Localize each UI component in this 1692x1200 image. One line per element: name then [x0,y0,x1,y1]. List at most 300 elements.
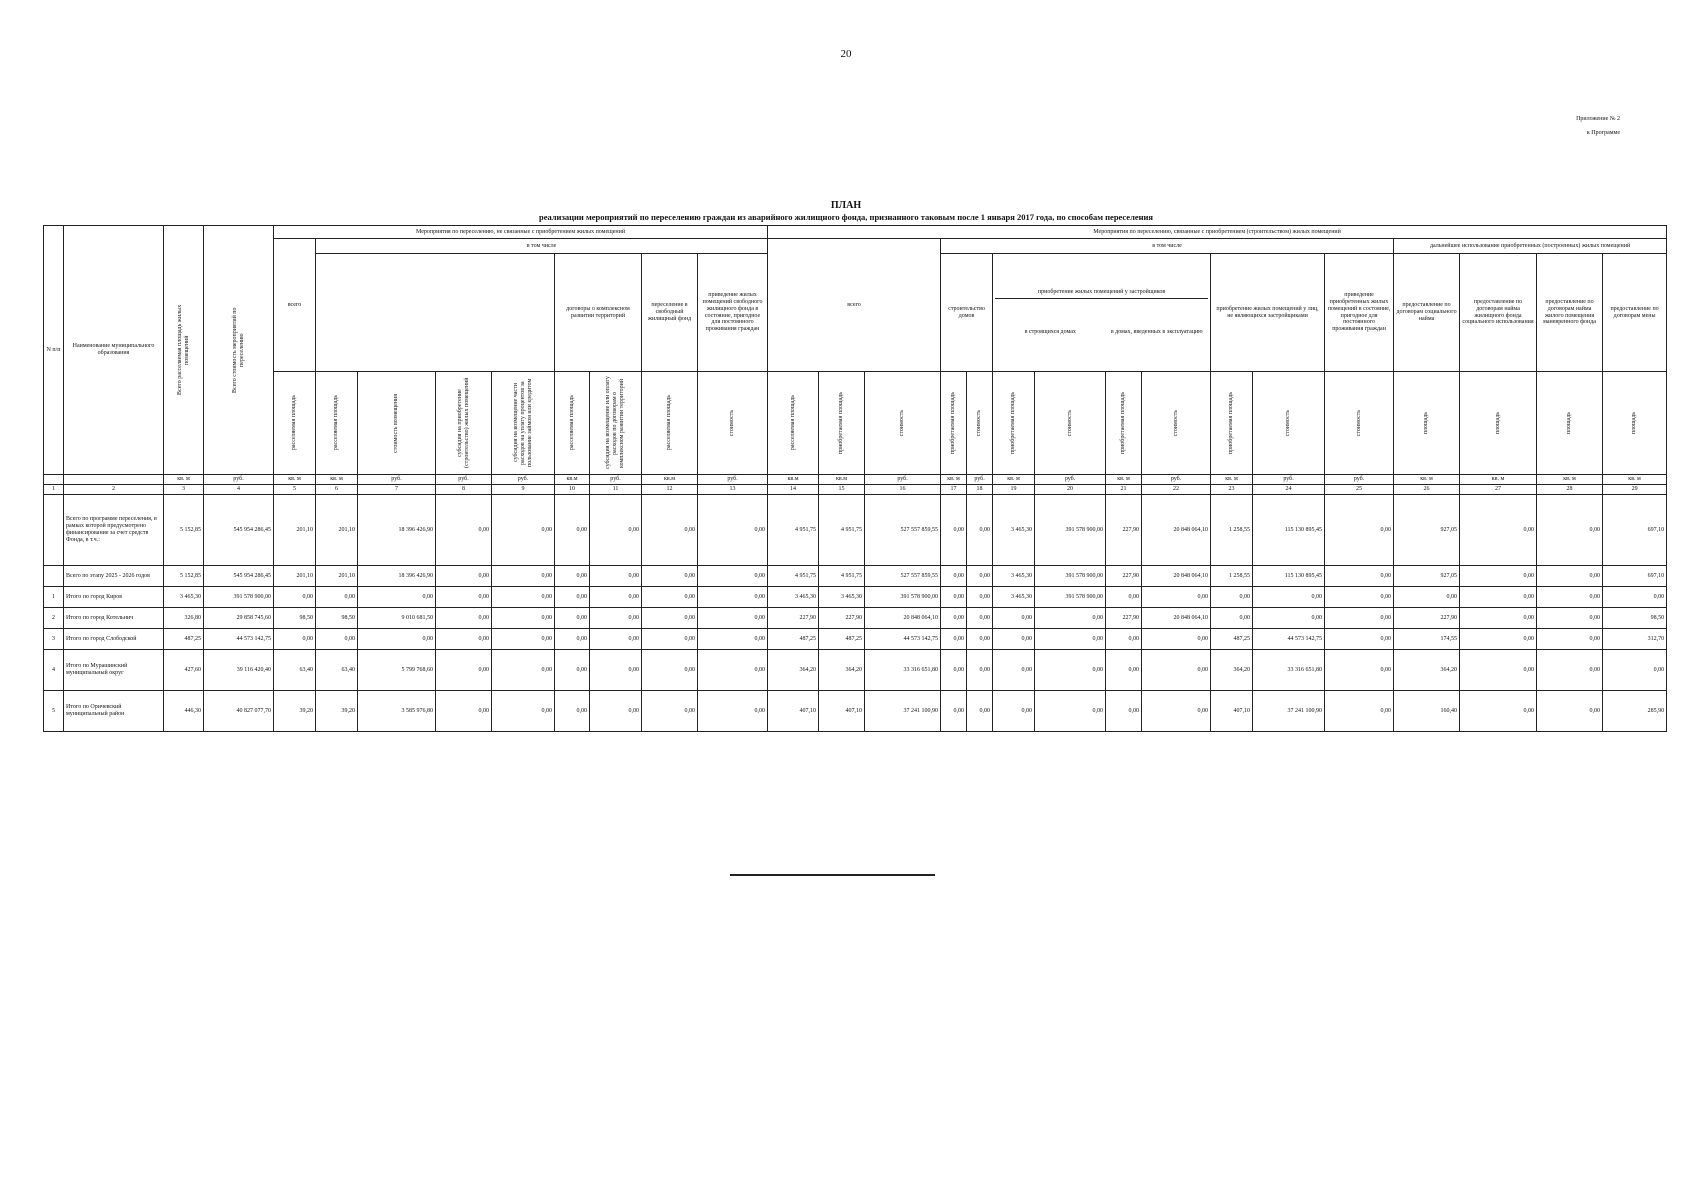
units-row-cell: руб. [1253,475,1325,485]
table-row [44,691,1667,732]
table-row-cell: 0,00 [436,629,492,650]
table-row-cell: 20 848 064,10 [1142,608,1211,629]
column-numbers-row-cell: 3 [164,485,204,495]
table-row-cell: 5 152,85 [164,495,204,566]
header-total-2: всего [768,239,941,372]
header-further-use: дальнейшее использование приобретенных (построенных) жилых помещений [1394,239,1667,254]
sub-col-8: субсидия на приобретение (строительство) жилых помещений [436,372,492,475]
sub-col-9: субсидия на возмещение части расходов на уплату процентов за пользование займом или кредитом [492,372,555,475]
table-row-cell: 4 951,75 [819,495,865,566]
units-row-cell: руб. [967,475,993,485]
column-numbers-row-cell: 24 [1253,485,1325,495]
table-row-cell: 697,10 [1603,566,1667,587]
table-row [44,629,1667,650]
column-numbers-row [44,485,1667,495]
table-row-cell: 407,10 [819,691,865,732]
table-row-cell: 0,00 [1460,691,1537,732]
column-numbers-row-cell: 11 [590,485,642,495]
column-numbers-row-cell: 16 [865,485,941,495]
table-row-cell: 4 951,75 [768,566,819,587]
table-row-cell: 0,00 [967,629,993,650]
table-row-cell: 4 951,75 [819,566,865,587]
table-row-cell: 0,00 [555,608,590,629]
table-row-cell: 0,00 [492,495,555,566]
table-row-cell: 227,90 [768,608,819,629]
table-row-cell: 0,00 [1460,587,1537,608]
table-row-cell: 0,00 [316,629,358,650]
units-row-cell: кв.м [768,475,819,485]
header-contracts: договоры о комплексном развитии территорий [555,254,642,372]
table-row-cell: Всего по программе переселения, в рамках которой предусмотрено финансирование за счет средств Фонда, в т.ч.: [64,495,164,566]
table-row-cell: 29 858 745,60 [204,608,274,629]
table-row-cell: 0,00 [1035,608,1106,629]
table-row-cell: 0,00 [1325,608,1394,629]
table-row-cell: 201,10 [274,566,316,587]
table-row-cell: 0,00 [698,587,768,608]
table-row-cell: 0,00 [436,691,492,732]
table-row-cell: 0,00 [1035,691,1106,732]
table-row-cell: 0,00 [642,691,698,732]
table-row-cell: 0,00 [1325,495,1394,566]
units-row-cell: кв.м [819,475,865,485]
table-row-cell: 0,00 [941,691,967,732]
table-row-cell: 0,00 [1460,608,1537,629]
table-row-cell: 0,00 [1394,587,1460,608]
table-row-cell: 0,00 [967,566,993,587]
table-row-cell: 3 585 976,80 [358,691,436,732]
table-row-cell: 0,00 [436,566,492,587]
sub-col-26: площадь [1394,372,1460,475]
table-row [44,495,1667,566]
table-row-cell: 487,25 [164,629,204,650]
table-row-cell: 0,00 [993,650,1035,691]
header-bring-free: приведение жилых помещений свободного жилищного фонда в состояние, пригодное для постоянного проживания граждан [698,254,768,372]
header-total: всего [274,239,316,372]
table-row-cell: 4 [44,650,64,691]
table-row-cell: 0,00 [698,629,768,650]
column-numbers-row-cell: 23 [1211,485,1253,495]
table-row-cell: 487,25 [1211,629,1253,650]
units-row-cell: кв. м [164,475,204,485]
table-row-cell: 37 241 100,90 [1253,691,1325,732]
header-n: N п/п [44,226,64,475]
table-row-cell: 44 573 142,75 [1253,629,1325,650]
header-total-cost: Всего стоимость мероприятий по переселению [204,226,274,475]
sub-col-10: расселяемая площадь [555,372,590,475]
column-numbers-row-cell: 13 [698,485,768,495]
header-social: предоставление по договорам социального найма [1394,254,1460,372]
table-row-cell: 201,10 [316,495,358,566]
table-row-cell: 3 465,30 [993,495,1035,566]
units-row-cell: кв. м [1394,475,1460,485]
table-row-cell: 0,00 [1603,650,1667,691]
table-row-cell: 0,00 [555,566,590,587]
table-row-cell: 0,00 [1537,495,1603,566]
table-row-cell: 0,00 [1325,650,1394,691]
table-row-cell: 391 578 900,00 [204,587,274,608]
table-row-cell: 0,00 [1211,608,1253,629]
table-row-cell: 98,50 [1603,608,1667,629]
column-numbers-row-cell: 15 [819,485,865,495]
units-row-cell: кв. м [1106,475,1142,485]
table-row-cell: 3 [44,629,64,650]
table-row-cell: 0,00 [274,629,316,650]
table-row-cell: 0,00 [1106,629,1142,650]
header-total-area: Всего расселяемая площадь жилых помещений [164,226,204,475]
table-row-cell: 98,50 [316,608,358,629]
sub-col-16: стоимость [865,372,941,475]
table-row-cell: 0,00 [967,691,993,732]
sub-col-29: площадь [1603,372,1667,475]
table-row-cell: 0,00 [967,587,993,608]
table-row-cell: 18 396 426,90 [358,495,436,566]
units-row-cell: руб. [590,475,642,485]
plan-subtitle: реализации мероприятий по переселению граждан из аварийного жилищного фонда, признанного таковым после 1 января 2017 года, по способам переселения [538,212,1154,222]
sub-col-7: стоимость возмещения [358,372,436,475]
column-numbers-row-cell: 22 [1142,485,1211,495]
table-row-cell: 0,00 [590,587,642,608]
table-row-cell: 0,00 [1211,587,1253,608]
table-row-cell: 0,00 [590,495,642,566]
table-row-cell: 0,00 [492,587,555,608]
table-row-cell: 487,25 [768,629,819,650]
table-row-cell: 174,55 [1394,629,1460,650]
table-row-cell: 160,40 [1394,691,1460,732]
units-row-cell: кв. м [1603,475,1667,485]
table-row-cell: 0,00 [590,566,642,587]
table-row-cell: 0,00 [555,495,590,566]
sub-col-6: расселяемая площадь [316,372,358,475]
appendix-note [1576,112,1620,140]
header-acq-persons: приобретение жилых помещений у лиц, не являющихся застройщиками [1211,254,1325,372]
table-row-cell: 0,00 [1106,691,1142,732]
table-row-cell: 227,90 [1106,566,1142,587]
table-row-cell: 44 573 142,75 [865,629,941,650]
table-row-cell: 0,00 [1537,608,1603,629]
table-row-cell: 312,70 [1603,629,1667,650]
table-row-cell: 0,00 [274,587,316,608]
table-row-cell: 0,00 [642,566,698,587]
table-row-cell: 227,90 [819,608,865,629]
table-row-cell: Итого по Оричевский муниципальный район [64,691,164,732]
table-row-cell: 527 557 859,55 [865,495,941,566]
column-numbers-row-cell: 4 [204,485,274,495]
header-in-building: в строящихся домах [1024,329,1076,335]
sub-col-23: приобретаемая площадь [1211,372,1253,475]
table-row-cell: 40 827 077,70 [204,691,274,732]
table-row-cell: 5 152,85 [164,566,204,587]
column-numbers-row-cell: 5 [274,485,316,495]
header-group-acquisition: Мероприятия по переселению, связанные с приобретением (строительством) жилых помещений [768,226,1667,239]
table-row-cell: 0,00 [1537,691,1603,732]
table-row-cell: 391 578 900,00 [865,587,941,608]
table-row-cell: 0,00 [1035,650,1106,691]
table-row-cell: 0,00 [698,495,768,566]
table-row-cell: 2 [44,608,64,629]
table-row-cell: 227,90 [1106,495,1142,566]
sub-col-17: приобретаемая площадь [941,372,967,475]
table-row-cell: 0,00 [358,629,436,650]
units-row-cell [64,475,164,485]
header-acq-dev-label: приобретение жилых помещений у застройщиков [995,289,1208,299]
table-row-cell: 3 465,30 [993,566,1035,587]
table-row-cell: 1 [44,587,64,608]
table-row-cell: 0,00 [642,629,698,650]
table-row-cell: 0,00 [492,650,555,691]
table-row-cell [44,566,64,587]
table-row-cell: 0,00 [1325,587,1394,608]
column-numbers-row-cell: 10 [555,485,590,495]
table-row-cell: 545 954 286,45 [204,495,274,566]
table-row-cell: 0,00 [1537,566,1603,587]
table-row-cell: 0,00 [1253,587,1325,608]
units-row-cell: руб. [1325,475,1394,485]
table-row-cell: Итого по Мурашинский муниципальный округ [64,650,164,691]
table-row-cell: 0,00 [1460,650,1537,691]
table-row-cell: 1 258,55 [1211,495,1253,566]
header-exchange: предоставление по договорам мены [1603,254,1667,372]
table-row-cell: 5 [44,691,64,732]
table-row-cell: 0,00 [642,608,698,629]
table-row-cell: 0,00 [1106,650,1142,691]
sub-col-5: расселяемая площадь [274,372,316,475]
table-row-cell: 0,00 [1325,566,1394,587]
table-row-cell: 0,00 [698,608,768,629]
table-row-cell: 0,00 [436,650,492,691]
sub-col-12: расселяемая площадь [642,372,698,475]
table-row-cell: 0,00 [1537,587,1603,608]
table-row-cell: 285,90 [1603,691,1667,732]
column-numbers-row-cell: 14 [768,485,819,495]
table-row-cell: 0,00 [1325,629,1394,650]
header-maneuver: предоставление по договорам найма жилого помещения маневренного фонда [1537,254,1603,372]
table-row-cell [44,495,64,566]
table-row-cell: 0,00 [1106,587,1142,608]
table-row-cell: 0,00 [1603,587,1667,608]
table-row-cell: 39,20 [316,691,358,732]
table-row-cell: 364,20 [1394,650,1460,691]
table-row-cell: 20 848 064,10 [865,608,941,629]
sub-col-11: субсидия на возмещение или оплату расходов по договорам о комплексном развитии территорий [590,372,642,475]
sub-col-19: приобретаемая площадь [993,372,1035,475]
header-social-fund: предоставление по договорам найма жилищного фонда социального использования [1460,254,1537,372]
table-row-cell: 364,20 [1211,650,1253,691]
table-row-cell: 115 130 895,45 [1253,495,1325,566]
table-row-cell: 0,00 [698,650,768,691]
header-bring-acquired: приведение приобретенных жилых помещений в состояние, пригодное для постоянного проживания граждан [1325,254,1394,372]
table-row-cell: 4 951,75 [768,495,819,566]
table-row-cell: 3 465,30 [164,587,204,608]
table-row-cell: 0,00 [555,691,590,732]
table-row-cell: 3 465,30 [993,587,1035,608]
table-row-cell: 63,40 [316,650,358,691]
table-row-cell: 545 954 286,45 [204,566,274,587]
table-row-cell: 201,10 [316,566,358,587]
table-row-cell: 0,00 [941,650,967,691]
table-row-cell: 487,25 [819,629,865,650]
table-row [44,650,1667,691]
table-row-cell: 0,00 [967,495,993,566]
table-row-cell: 364,20 [819,650,865,691]
sub-col-25: стоимость [1325,372,1394,475]
units-row-cell: руб. [865,475,941,485]
sub-col-18: стоимость [967,372,993,475]
sub-col-20: стоимость [1035,372,1106,475]
table-row-cell: 39,20 [274,691,316,732]
bottom-rule [730,874,935,876]
units-row-cell: руб. [698,475,768,485]
table-row-cell: 227,90 [1394,608,1460,629]
plan-table-body [44,475,1667,732]
table-row-cell: 33 316 651,80 [1253,650,1325,691]
table-row-cell: 20 848 064,10 [1142,566,1211,587]
table-row-cell: 407,10 [768,691,819,732]
table-row-cell: Итого по город Котельнич [64,608,164,629]
appendix-line-2: к Программе [1586,130,1620,136]
page-number: 20 [840,48,852,60]
table-row-cell: 0,00 [492,566,555,587]
column-numbers-row-cell: 19 [993,485,1035,495]
table-row-cell: 0,00 [316,587,358,608]
table-row-cell: 3 465,30 [819,587,865,608]
table-row [44,587,1667,608]
header-resettle-free: переселение в свободный жилищный фонд [642,254,698,372]
column-numbers-row-cell: 25 [1325,485,1394,495]
table-row-cell: 0,00 [941,587,967,608]
header-in-that: в том числе [316,239,768,254]
column-numbers-row-cell: 1 [44,485,64,495]
table-row-cell: Всего по этапу 2025 - 2026 годов [64,566,164,587]
table-row-cell: 0,00 [1142,691,1211,732]
appendix-line-1: Приложение № 2 [1576,116,1620,122]
table-row-cell: 201,10 [274,495,316,566]
units-row-cell: кв. м [316,475,358,485]
sub-col-22: стоимость [1142,372,1211,475]
table-row-cell: 0,00 [492,629,555,650]
table-row-cell: 33 316 651,80 [865,650,941,691]
table-row-cell: 227,90 [1106,608,1142,629]
table-row-cell: 9 010 681,50 [358,608,436,629]
sub-col-21: приобретаемая площадь [1106,372,1142,475]
table-row-cell: 0,00 [642,650,698,691]
table-row-cell: 0,00 [941,608,967,629]
header-name: Наименование муниципального образования [64,226,164,475]
table-row-cell: 0,00 [1460,629,1537,650]
table-row-cell: 1 258,55 [1211,566,1253,587]
table-row-cell: 326,80 [164,608,204,629]
table-row-cell: 0,00 [436,608,492,629]
table-row-cell: 20 848 064,10 [1142,495,1211,566]
sub-col-27: площадь [1460,372,1537,475]
header-blank [316,254,555,372]
units-row-cell: руб. [358,475,436,485]
table-row-cell: 0,00 [993,691,1035,732]
table-row-cell: 0,00 [1142,587,1211,608]
table-row-cell: 0,00 [492,691,555,732]
table-row-cell: 364,20 [768,650,819,691]
header-in-that-2: в том числе [941,239,1394,254]
table-row-cell: 0,00 [1253,608,1325,629]
table-row-cell: 0,00 [1325,691,1394,732]
column-numbers-row-cell: 28 [1537,485,1603,495]
table-row-cell: 0,00 [436,587,492,608]
units-row-cell: кв. м [1537,475,1603,485]
table-row-cell: 927,05 [1394,566,1460,587]
table-row-cell: 63,40 [274,650,316,691]
units-row-cell: кв. м [1460,475,1537,485]
units-row-cell: кв. м [1211,475,1253,485]
column-numbers-row-cell: 12 [642,485,698,495]
table-row-cell: Итого по город Киров [64,587,164,608]
table-row-cell: 3 465,30 [768,587,819,608]
units-row-cell [44,475,64,485]
sub-col-14: расселяемая площадь [768,372,819,475]
column-numbers-row-cell: 18 [967,485,993,495]
units-row-cell: руб. [1142,475,1211,485]
table-row-cell: 5 799 768,60 [358,650,436,691]
table-row-cell: 0,00 [993,608,1035,629]
table-row-cell: 0,00 [941,566,967,587]
table-row-cell: 44 573 142,75 [204,629,274,650]
table-row-cell: 0,00 [993,629,1035,650]
table-row-cell: 0,00 [941,495,967,566]
table-row-cell: 0,00 [1460,566,1537,587]
sub-col-28: площадь [1537,372,1603,475]
units-row-cell: кв. м [274,475,316,485]
table-row-cell: 527 557 859,55 [865,566,941,587]
table-row-cell: 0,00 [590,650,642,691]
table-row-cell: 697,10 [1603,495,1667,566]
column-numbers-row-cell: 7 [358,485,436,495]
table-row-cell: Итого по город Слободской [64,629,164,650]
header-acquisition-developers [993,254,1211,372]
table-row-cell: 0,00 [1142,650,1211,691]
table-row-cell: 0,00 [590,629,642,650]
units-row-cell: руб. [492,475,555,485]
table-row-cell: 0,00 [555,587,590,608]
table-row-cell: 427,60 [164,650,204,691]
table-row-cell: 98,50 [274,608,316,629]
table-row-cell: 927,05 [1394,495,1460,566]
table-row-cell: 0,00 [642,587,698,608]
table-row-cell: 0,00 [642,495,698,566]
header-construction: строительство домов [941,254,993,372]
column-numbers-row-cell: 20 [1035,485,1106,495]
units-row-cell: руб. [436,475,492,485]
column-numbers-row-cell: 9 [492,485,555,495]
table-row-cell: 0,00 [555,650,590,691]
units-row-cell: кв. м [941,475,967,485]
units-row-cell: кв. м [993,475,1035,485]
column-numbers-row-cell: 6 [316,485,358,495]
table-row-cell: 391 578 900,00 [1035,495,1106,566]
plan-table [43,225,1667,732]
table-row-cell: 0,00 [1035,629,1106,650]
table-row-cell: 0,00 [1537,650,1603,691]
header-in-built: в домах, введенных в эксплуатацию [1110,329,1203,335]
table-row-cell: 0,00 [436,495,492,566]
table-row-cell: 0,00 [1142,629,1211,650]
table-row-cell: 18 396 426,90 [358,566,436,587]
table-row-cell: 37 241 100,90 [865,691,941,732]
units-row-cell: руб. [204,475,274,485]
sub-col-24: стоимость [1253,372,1325,475]
column-numbers-row-cell: 2 [64,485,164,495]
table-row [44,566,1667,587]
table-row-cell: 0,00 [492,608,555,629]
table-row-cell: 0,00 [967,608,993,629]
table-row-cell: 391 578 900,00 [1035,587,1106,608]
